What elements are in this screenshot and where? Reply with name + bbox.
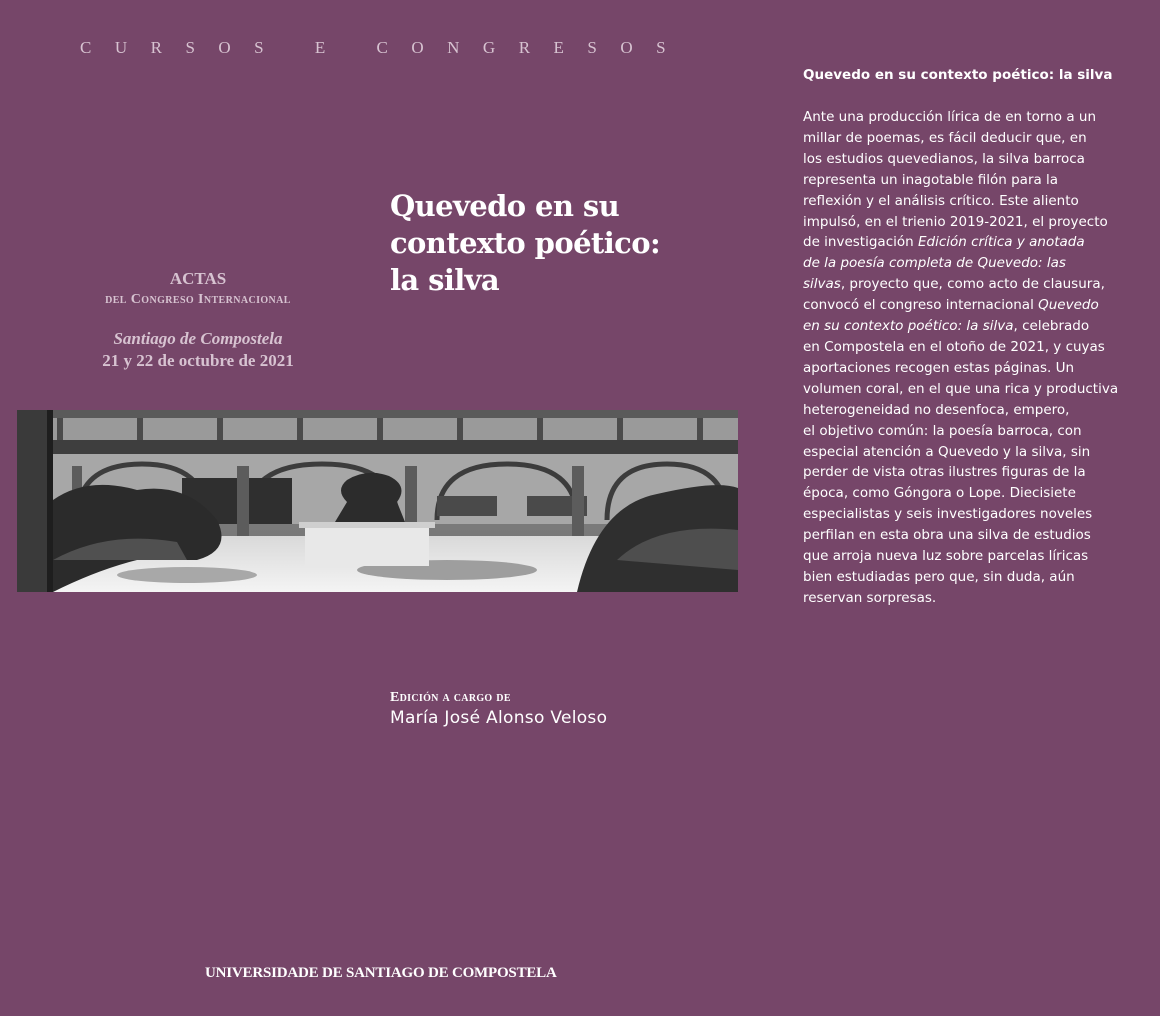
proceedings-info <box>60 268 336 372</box>
blurb-line: época, como Góngora o Lope. Diecisiete <box>803 485 1076 502</box>
blurb-line: aportaciones recogen estas páginas. Un <box>803 359 1075 376</box>
cloister-photo <box>17 410 738 592</box>
blurb-text-span: , proyecto que, como acto de clausura, <box>840 276 1105 293</box>
publisher-name: UNIVERSIDADE DE SANTIAGO DE COMPOSTELA <box>205 965 557 981</box>
blurb-line: los estudios quevedianos, la silva barroca <box>803 150 1085 167</box>
editor-name: María José Alonso Veloso <box>390 708 608 728</box>
blurb-line: perder de vista otras ilustres figuras de la <box>803 464 1086 481</box>
blurb-line <box>803 295 1148 316</box>
blurb-italic-span: de la poesía completa de Quevedo: las <box>803 255 1066 272</box>
blurb-line: en Compostela en el otoño de 2021, y cuyas <box>803 338 1105 355</box>
blurb-text-span: , celebrado <box>1013 318 1090 335</box>
blurb-line: especialistas y seis investigadores noveles <box>803 506 1093 523</box>
editor-caption: Edición a cargo de <box>390 690 511 705</box>
blurb-line: reservan sorpresas. <box>803 589 937 606</box>
blurb-line: volumen coral, en el que una rica y productiva <box>803 380 1119 397</box>
blurb-title: Quevedo en su contexto poético: la silva <box>803 67 1113 83</box>
blurb-line <box>803 232 1148 253</box>
book-title-line: la silva <box>390 263 500 297</box>
blurb-line: especial atención a Quevedo y la silva, sin <box>803 443 1091 460</box>
blurb-line <box>803 274 1148 295</box>
congress-label: del Congreso Internacional <box>105 292 291 307</box>
blurb-line: millar de poemas, es fácil deducir que, en <box>803 129 1087 146</box>
blurb-line: reflexión y el análisis crítico. Este aliento <box>803 192 1079 209</box>
blurb-line: que arroja nueva luz sobre parcelas líricas <box>803 548 1089 565</box>
blurb-line: bien estudiadas pero que, sin duda, aún <box>803 568 1075 585</box>
actas-label: ACTAS <box>169 269 227 288</box>
blurb-line <box>803 316 1148 337</box>
blurb-italic-span: silvas <box>803 276 841 293</box>
blurb-text-span: de investigación <box>803 234 918 251</box>
blurb-line: el objetivo común: la poesía barroca, con <box>803 422 1082 439</box>
blurb-text-span: convocó el congreso internacional <box>803 297 1039 314</box>
blurb-line: heterogeneidad no desenfoca, empero, <box>803 401 1070 418</box>
blurb-line: perfilan en esta obra una silva de estudios <box>803 527 1091 544</box>
blurb-line: representa un inagotable filón para la <box>803 171 1059 188</box>
blurb-italic-span: Edición crítica y anotada <box>917 234 1085 251</box>
congress-dates: 21 y 22 de octubre de 2021 <box>102 351 294 370</box>
blurb-line: impulsó, en el trienio 2019-2021, el proyecto <box>803 213 1108 230</box>
book-title-line: contexto poético: <box>390 226 661 260</box>
blurb-line: Ante una producción lírica de en torno a un <box>803 109 1097 125</box>
series-label: CURSOS E CONGRESOS <box>80 38 690 57</box>
blurb-italic-span: Quevedo <box>1038 297 1099 314</box>
book-title <box>390 188 720 299</box>
congress-location: Santiago de Compostela <box>113 329 283 348</box>
blurb-text <box>803 107 1148 609</box>
blurb-line <box>803 253 1148 274</box>
blurb-italic-span: en su contexto poético: la silva <box>803 318 1014 335</box>
book-title-line: Quevedo en su <box>390 189 620 223</box>
